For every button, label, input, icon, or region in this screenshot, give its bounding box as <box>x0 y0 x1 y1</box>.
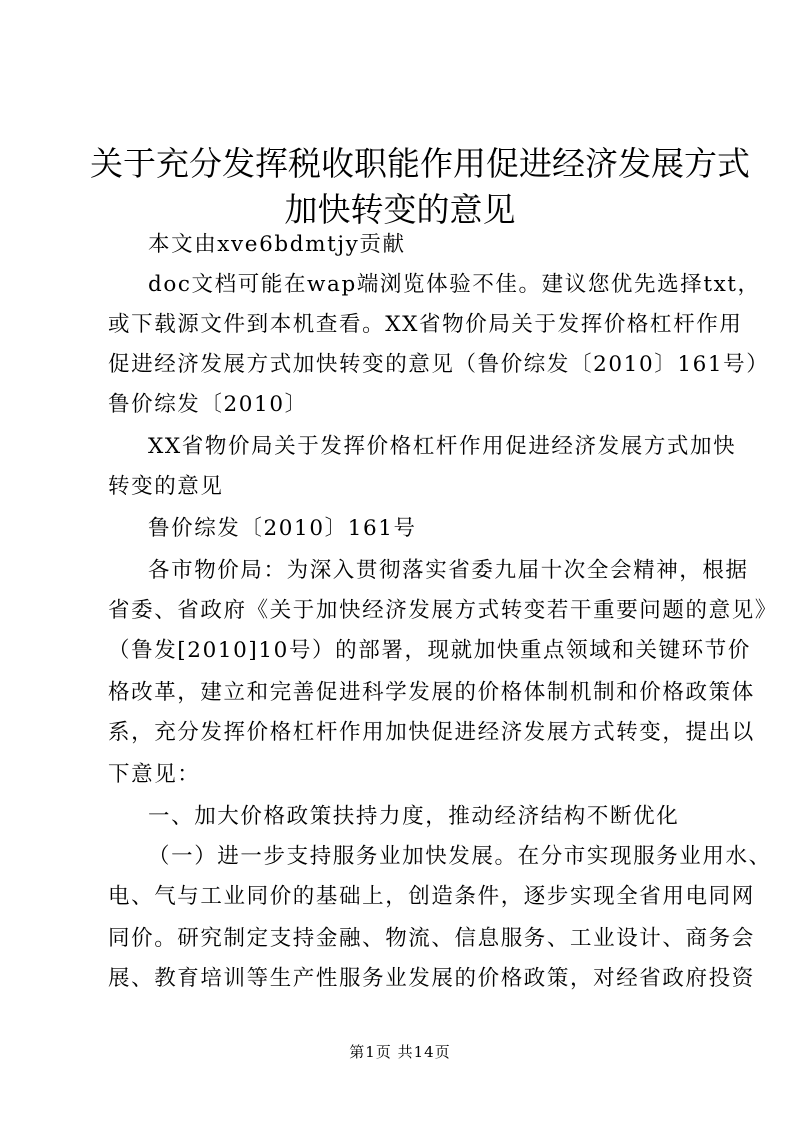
section-heading: 一、加大价格政策扶持力度，推动经济结构不断优化 <box>148 804 680 829</box>
paragraph-line: 同价。研究制定支持金融、物流、信息服务、工业设计、商务会 <box>108 926 755 951</box>
page-footer: 第1页 共14页 <box>349 1043 451 1061</box>
paragraph-line: 省委、省政府《关于加快经济发展方式转变若干重要问题的意见》 <box>108 598 778 623</box>
paragraph-line: 促进经济发展方式加快转变的意见（鲁价综发〔2010〕161号） <box>108 352 770 377</box>
paragraph-line: 格改革，建立和完善促进科学发展的价格体制机制和价格政策体 <box>108 680 755 705</box>
paragraph-line: doc文档可能在wap端浏览体验不佳。建议您优先选择txt， <box>148 272 761 297</box>
paragraph-line: XX省物价局关于发挥价格杠杆作用促进经济发展方式加快 <box>148 434 737 459</box>
paragraph-line: （一）进一步支持服务业加快发展。在分市实现服务业用水、 <box>148 844 772 869</box>
document-number-line: 鲁价综发〔2010〕161号 <box>148 516 417 541</box>
document-title-line-1: 关于充分发挥税收职能作用促进经济发展方式 <box>90 144 750 183</box>
paragraph-line: 鲁价综发〔2010〕 <box>108 392 308 417</box>
paragraph-line: 下意见： <box>108 762 201 787</box>
paragraph-line: 转变的意见 <box>108 474 224 499</box>
paragraph-line: 电、气与工业同价的基础上，创造条件，逐步实现全省用电同网 <box>108 884 755 909</box>
paragraph-line: （鲁发[2010]10号）的部署，现就加快重点领域和关键环节价 <box>108 638 751 663</box>
contributor-line: 本文由xve6bdmtjy贡献 <box>148 232 406 257</box>
paragraph-line: 系，充分发挥价格杠杆作用加快促进经济发展方式转变，提出以 <box>108 720 755 745</box>
paragraph-line: 各市物价局：为深入贯彻落实省委九届十次全会精神，根据 <box>148 558 749 583</box>
document-title-line-2: 加快转变的意见 <box>284 190 516 229</box>
paragraph-line: 展、教育培训等生产性服务业发展的价格政策，对经省政府投资 <box>108 966 755 991</box>
paragraph-line: 或下载源文件到本机查看。XX省物价局关于发挥价格杠杆作用 <box>108 312 743 337</box>
